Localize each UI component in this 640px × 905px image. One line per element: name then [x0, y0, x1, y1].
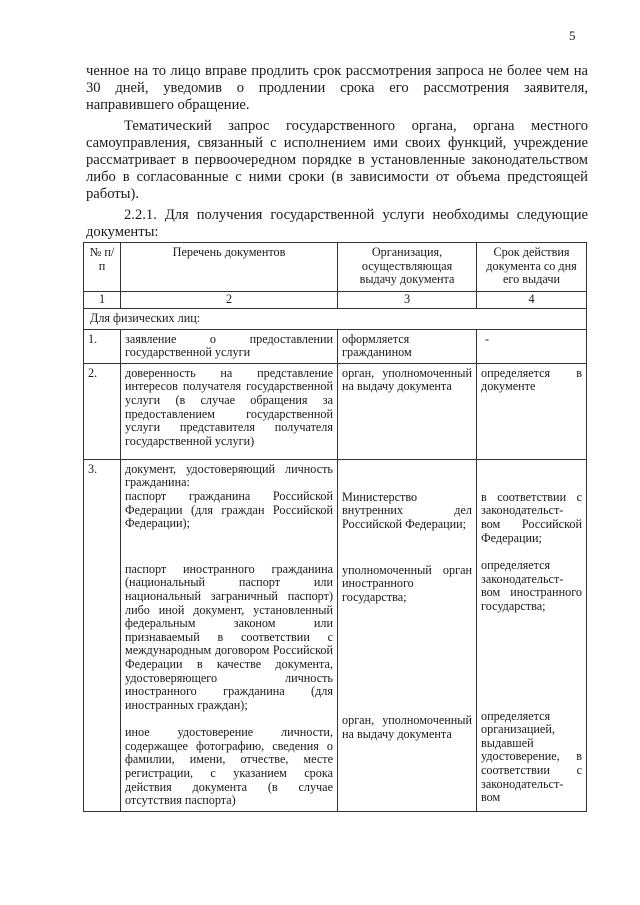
table-row — [84, 363, 587, 459]
row-validity — [477, 459, 587, 811]
table-header-row — [84, 243, 587, 292]
row-validity-c: определяется организацией, выдавшей удостоверение, в соответствии с законодательст-вом — [481, 708, 582, 805]
header-number: № п/п — [84, 243, 121, 292]
section-title: Для физических лиц: — [84, 308, 587, 329]
row-organization: орган, уполномоченный на выдачу документа — [338, 363, 477, 459]
header-validity-period: Срок действия документа со дня его выдачи — [477, 243, 587, 292]
row-number: 3. — [84, 459, 121, 811]
paragraph-documents-intro: 2.2.1. Для получения государственной услуги необходимы следующие документы: — [86, 207, 588, 240]
row-number: 2. — [84, 363, 121, 459]
row-validity-a: в соответствии с законодательст-вом Российской Федерации; — [481, 489, 582, 545]
section-row-individuals — [84, 308, 587, 329]
column-index: 2 — [121, 292, 338, 309]
row-validity: определяется в документе — [477, 363, 587, 459]
row-document: заявление о предоставлении государственной услуги — [121, 329, 338, 363]
documents-table — [83, 242, 587, 812]
row-number: 1. — [84, 329, 121, 363]
paragraph-continuation: ченное на то лицо вправе продлить срок рассмотрения запроса не более чем на 30 дней, уведомив о продлении срока его рассмотрения заявителя, направившего обращение. — [86, 63, 588, 113]
table-row — [84, 459, 587, 811]
row-document-intro: документ, удостоверяющий личность гражданина: — [125, 461, 333, 490]
row-validity: - — [477, 329, 587, 363]
header-issuing-organization: Организация, осуществляющая выдачу документа — [338, 243, 477, 292]
row-document — [121, 459, 338, 811]
row-document-option-b: паспорт иностранного гражданина (национальный паспорт или национальный заграничный паспорт) либо иной документ, установленный федеральным законом или признаваемый в соответствии с международным договором Российской Федерации в качестве документа, удостоверяющего личность иностранного гражданина (для иностранных граждан); — [125, 561, 333, 712]
table-row — [84, 329, 587, 363]
paragraph-thematic-request: Тематический запрос государственного органа, органа местного самоуправления, связанный с исполнением ими своих функций, учреждение рассматривает в первоочередном порядке в установленные законодательством либо в согласованные с ними сроки (в зависимости от объема предстоящей работы). — [86, 118, 588, 202]
row-organization: оформляется гражданином — [338, 329, 477, 363]
row-validity-b: определяется законодательст-вом иностранного государства; — [481, 558, 582, 613]
column-index-row — [84, 292, 587, 309]
row-document: доверенность на представление интересов получателя государственной услуги (в случае обращения за предоставлением государственной услуги представителя получателя государственной услуги) — [121, 363, 338, 459]
row-document-option-a: паспорт гражданина Российской Федерации (для граждан Российской Федерации); — [125, 488, 333, 531]
column-index: 3 — [338, 292, 477, 309]
page-number: 5 — [569, 28, 576, 43]
row-organization-c: орган, уполномоченный на выдачу документа — [342, 713, 472, 741]
row-document-option-c: иное удостоверение личности, содержащее фотографию, сведения о фамилии, имени, отчестве, месте регистрации, с указанием срока действия документа (в случае отсутствия паспорта) — [125, 725, 333, 808]
column-index: 4 — [477, 292, 587, 309]
row-organization — [338, 459, 477, 811]
row-organization-b: уполномоченный орган иностранного государства; — [342, 562, 472, 604]
row-organization-a: Министерство внутренних дел Российской Федерации; — [342, 489, 472, 531]
header-document-list: Перечень документов — [121, 243, 338, 292]
column-index: 1 — [84, 292, 121, 309]
